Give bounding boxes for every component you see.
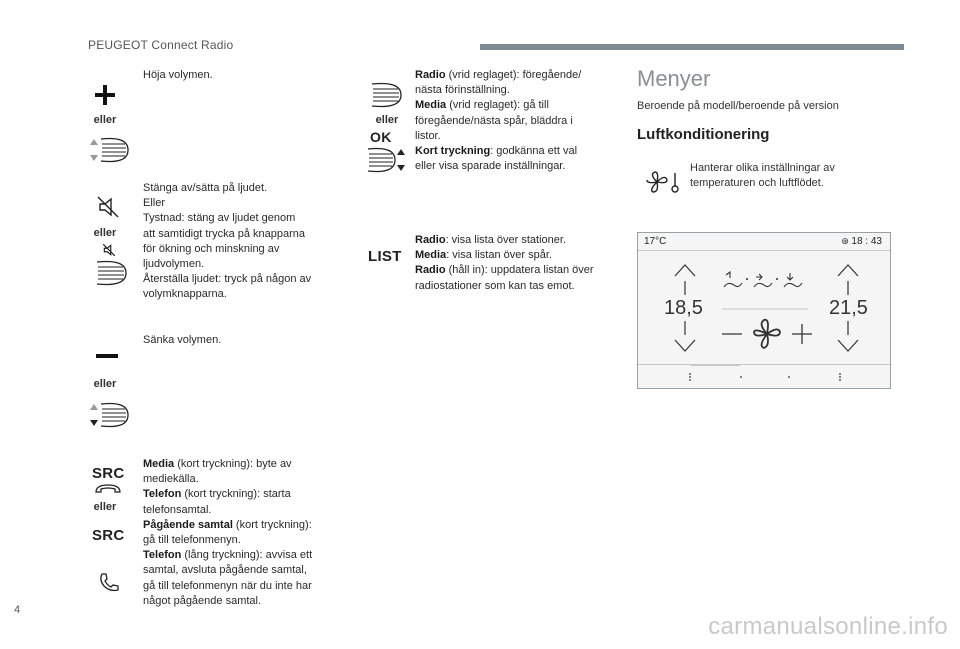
separator-line (722, 308, 808, 310)
air-conditioning-description: Hanterar olika inställningar av temperaturen och luftflödet. (690, 162, 835, 190)
right-temp-tick-icon (847, 321, 849, 335)
src-button-label: SRC (92, 465, 125, 482)
eller-label: eller (93, 227, 117, 239)
mute-small-icon (102, 243, 116, 257)
fan-icon (752, 318, 782, 350)
clock: ⊛ 18 : 43 (841, 236, 882, 247)
dial-text: Radio (vrid reglaget): föregående/ nästa förinställning. Media (vrid reglaget): gå till föregående/nästa spår, bläddra i listor. Kort tryckning: godkänna ett val eller visa sparade inställningar. (415, 69, 582, 173)
volume-up-text: Höja volymen. (143, 69, 213, 81)
active-tab-indicator (690, 364, 740, 367)
plus-icon (94, 84, 116, 106)
volume-down-text: Sänka volymen. (143, 334, 222, 346)
wheel-control-up-icon (88, 136, 130, 164)
eller-label: eller (93, 501, 117, 513)
eller-label: eller (93, 114, 117, 126)
running-header: PEUGEOT Connect Radio (88, 38, 234, 52)
menus-heading: Menyer (637, 66, 711, 91)
wheel-control-down-icon (88, 401, 130, 429)
minus-icon (96, 353, 118, 359)
menus-subtitle: Beroende på modell/beroende på version (637, 100, 839, 112)
page-number: 4 (14, 604, 21, 616)
src-text: Media (kort tryckning): byte av mediekälla. Telefon (kort tryckning): starta telefonsamtal. Pågående samtal (kort tryckning): gå till telefonmenyn. Telefon (lång tryckning): avvisa ett samtal, avsluta pågående samtal, gå till telefonmenyn när du inte har något pågående samtal. (143, 458, 313, 607)
list-text: Radio: visa lista över stationer. Media: visa listan över spår. Radio (håll in): uppdatera listan över radiostationer som kan tas emot. (415, 234, 594, 292)
screen-status-bar (638, 233, 890, 251)
mute-speaker-icon (96, 195, 120, 219)
climate-fan-thermometer-icon (645, 170, 683, 194)
left-temp-down-icon[interactable] (674, 339, 696, 353)
fan-increase-icon[interactable] (792, 324, 812, 344)
climate-screen-illustration (637, 232, 891, 389)
left-temperature: 18,5 (664, 297, 703, 319)
watermark: carmanualsonline.info (708, 613, 948, 640)
clock-dot-icon: ⊛ (841, 236, 852, 246)
phone-handset-icon (94, 483, 122, 495)
left-temp-tick-icon (684, 281, 686, 295)
fan-decrease-icon[interactable] (722, 332, 742, 336)
left-temp-tick-icon (684, 321, 686, 335)
mute-text: Stänga av/sätta på ljudet. Eller Tystnad: stäng av ljudet genom att samtidigt trycka på knapparna för ökning och minskning av ljudvolymen. Återställa ljudet: tryck på någon av volymknapparna. (143, 182, 312, 301)
screen-bottom-bar (638, 364, 890, 388)
outside-temperature: 17°C (644, 236, 667, 247)
air-distribution-icons[interactable] (722, 271, 812, 293)
right-temp-tick-icon (847, 281, 849, 295)
right-temp-up-icon[interactable] (837, 263, 859, 277)
bottom-menu-dots[interactable] (686, 371, 846, 383)
left-temp-up-icon[interactable] (674, 263, 696, 277)
air-conditioning-heading: Luftkonditionering (637, 126, 770, 143)
ok-button-label: OK (370, 129, 392, 145)
phone-icon (98, 572, 120, 594)
src-button-label-alt: SRC (92, 527, 125, 544)
header-accent-bar (480, 44, 904, 50)
wheel-control-icon (94, 259, 128, 287)
right-temperature: 21,5 (829, 297, 868, 319)
eller-label: eller (93, 378, 117, 390)
right-temp-down-icon[interactable] (837, 339, 859, 353)
eller-label: eller (375, 114, 399, 126)
wheel-control-updown-icon (365, 146, 407, 174)
wheel-control-icon (369, 81, 403, 109)
list-button-label: LIST (368, 248, 402, 265)
